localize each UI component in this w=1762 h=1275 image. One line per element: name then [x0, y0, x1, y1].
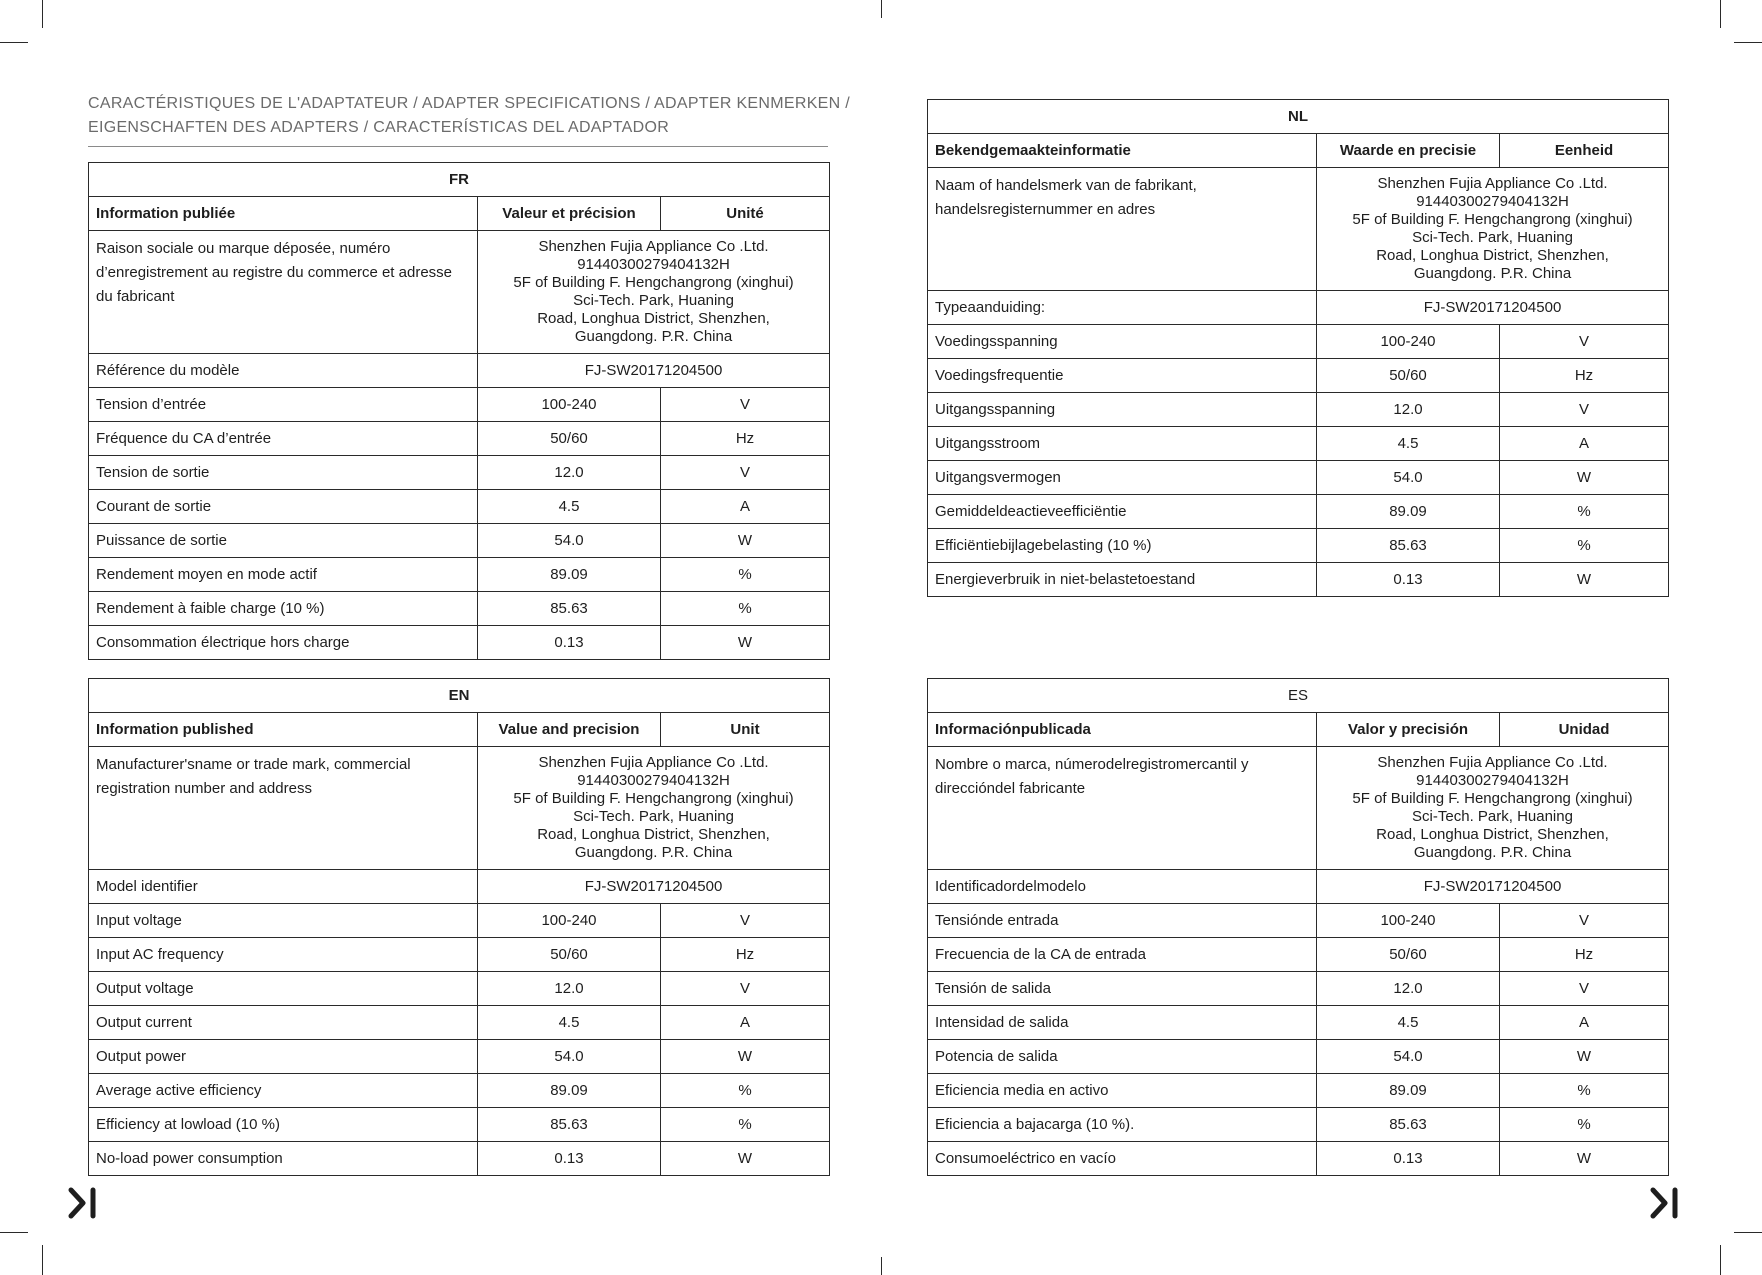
spec-unit: W: [661, 626, 830, 660]
spec-label: Eficiencia a bajacarga (10 %).: [928, 1108, 1317, 1142]
spec-unit: %: [661, 592, 830, 626]
heading-line-1: CARACTÉRISTIQUES DE L'ADAPTATEUR / ADAPTER SPECIFICATIONS / ADAPTER KENMERKEN /: [88, 95, 850, 112]
address-line: 91440300279404132H: [577, 256, 730, 273]
spec-unit: A: [1500, 427, 1669, 461]
address-line: Guangdong. P.R. China: [574, 328, 733, 345]
spec-unit: %: [1500, 1074, 1669, 1108]
spec-value: 0.13: [1317, 1142, 1500, 1176]
spec-unit: %: [661, 1074, 830, 1108]
table-row: [928, 1108, 1669, 1142]
address-line: Guangdong. P.R. China: [1413, 265, 1572, 282]
spec-value: 85.63: [478, 1108, 661, 1142]
table-row: [89, 558, 830, 592]
crop-mark: [0, 1232, 28, 1233]
model-label: Typeaanduiding:: [928, 291, 1317, 325]
manufacturer-label: Naam of handelsmerk van de fabrikant, handelsregisternummer en adres: [928, 168, 1317, 291]
spec-value: 50/60: [1317, 938, 1500, 972]
address-line: Guangdong. P.R. China: [574, 844, 733, 861]
address-line: Road, Longhua District, Shenzhen,: [537, 310, 770, 327]
table-row: [928, 461, 1669, 495]
table-row: [89, 1074, 830, 1108]
address-line: 5F of Building F. Hengchangrong (xinghui): [513, 274, 794, 291]
table-language: EN: [89, 679, 830, 713]
spec-label: Input AC frequency: [89, 938, 478, 972]
spec-label: Fréquence du CA d’entrée: [89, 422, 478, 456]
table-row: [89, 592, 830, 626]
spec-unit: W: [1500, 461, 1669, 495]
spec-table-es: [927, 678, 1669, 1176]
table-row: [89, 904, 830, 938]
spec-value: 85.63: [1317, 529, 1500, 563]
spec-unit: %: [661, 1108, 830, 1142]
spec-value: 100-240: [1317, 904, 1500, 938]
brand-logo-icon: [1650, 1186, 1680, 1220]
table-row: [89, 626, 830, 660]
address-line: Sci-Tech. Park, Huaning: [573, 808, 734, 825]
spec-value: 89.09: [478, 558, 661, 592]
spec-value: 50/60: [478, 422, 661, 456]
address-line: Guangdong. P.R. China: [1413, 844, 1572, 861]
spec-label: Potencia de salida: [928, 1040, 1317, 1074]
spec-unit: %: [1500, 495, 1669, 529]
table-row: [928, 393, 1669, 427]
spec-value: 89.09: [1317, 1074, 1500, 1108]
table-row: [89, 490, 830, 524]
spec-unit: V: [661, 904, 830, 938]
table-row: [928, 359, 1669, 393]
table-row: [928, 904, 1669, 938]
spec-label: Rendement moyen en mode actif: [89, 558, 478, 592]
spec-label: Input voltage: [89, 904, 478, 938]
table-row: [928, 972, 1669, 1006]
spec-unit: V: [661, 456, 830, 490]
spec-table-fr: [88, 162, 830, 660]
column-header-unit: Unidad: [1500, 713, 1669, 747]
column-header-unit: Eenheid: [1500, 134, 1669, 168]
table-row: [928, 563, 1669, 597]
spec-label: Gemiddeldeactieveefficiëntie: [928, 495, 1317, 529]
spec-unit: V: [1500, 325, 1669, 359]
crop-mark: [1734, 1232, 1762, 1233]
spec-unit: W: [1500, 1142, 1669, 1176]
model-label: Identificadordelmodelo: [928, 870, 1317, 904]
spec-unit: %: [1500, 1108, 1669, 1142]
spec-unit: W: [1500, 563, 1669, 597]
spec-value: 85.63: [478, 592, 661, 626]
spec-value: 54.0: [1317, 1040, 1500, 1074]
address-line: Road, Longhua District, Shenzhen,: [1376, 247, 1609, 264]
spec-label: Tensión de salida: [928, 972, 1317, 1006]
table-row: [928, 495, 1669, 529]
column-header-info: Bekendgemaakteinformatie: [928, 134, 1317, 168]
manufacturer-label: Manufacturer'sname or trade mark, commercial registration number and address: [89, 747, 478, 870]
heading-line-2: EIGENSCHAFTEN DES ADAPTERS / CARACTERÍSTICAS DEL ADAPTADOR: [88, 119, 670, 136]
model-value: FJ-SW20171204500: [478, 354, 830, 388]
address-line: Sci-Tech. Park, Huaning: [573, 292, 734, 309]
table-row: [89, 1006, 830, 1040]
table-row: [928, 1006, 1669, 1040]
spec-label: Eficiencia media en activo: [928, 1074, 1317, 1108]
spec-unit: %: [661, 558, 830, 592]
page-heading: [88, 92, 850, 147]
spec-label: Uitgangsstroom: [928, 427, 1317, 461]
table-row: [89, 972, 830, 1006]
spec-label: Energieverbruik in niet-belastetoestand: [928, 563, 1317, 597]
table-row: [89, 938, 830, 972]
address-line: Sci-Tech. Park, Huaning: [1412, 808, 1573, 825]
column-header-info: Information published: [89, 713, 478, 747]
address-line: Shenzhen Fujia Appliance Co .Ltd.: [1377, 754, 1608, 771]
column-header-value: Valor y precisión: [1317, 713, 1500, 747]
spec-label: Tensiónde entrada: [928, 904, 1317, 938]
spec-value: 89.09: [1317, 495, 1500, 529]
table-row: [89, 388, 830, 422]
table-row: [928, 427, 1669, 461]
spec-value: 50/60: [1317, 359, 1500, 393]
crop-mark: [42, 1245, 43, 1275]
brand-logo-icon: [68, 1186, 98, 1220]
spec-label: Frecuencia de la CA de entrada: [928, 938, 1317, 972]
column-header-unit: Unit: [661, 713, 830, 747]
spec-label: Output power: [89, 1040, 478, 1074]
crop-mark: [881, 0, 882, 18]
spec-table-nl: [927, 99, 1669, 597]
manufacturer-address: [478, 747, 830, 870]
spec-label: Output voltage: [89, 972, 478, 1006]
crop-mark: [42, 0, 43, 28]
spec-unit: A: [661, 490, 830, 524]
spec-value: 89.09: [478, 1074, 661, 1108]
manufacturer-address: [478, 231, 830, 354]
spec-unit: Hz: [661, 938, 830, 972]
address-line: Road, Longhua District, Shenzhen,: [1376, 826, 1609, 843]
spec-unit: V: [1500, 972, 1669, 1006]
model-value: FJ-SW20171204500: [478, 870, 830, 904]
spec-value: 54.0: [1317, 461, 1500, 495]
spec-value: 100-240: [478, 388, 661, 422]
spec-label: Output current: [89, 1006, 478, 1040]
spec-value: 50/60: [478, 938, 661, 972]
table-row: [928, 529, 1669, 563]
table-row: [89, 1108, 830, 1142]
manufacturer-address: [1317, 168, 1669, 291]
column-header-info: Information publiée: [89, 197, 478, 231]
spec-value: 12.0: [1317, 393, 1500, 427]
spec-unit: V: [661, 388, 830, 422]
table-language: ES: [928, 679, 1669, 713]
spec-label: Efficiëntiebijlagebelasting (10 %): [928, 529, 1317, 563]
spec-value: 100-240: [478, 904, 661, 938]
spec-value: 12.0: [1317, 972, 1500, 1006]
spec-unit: Hz: [1500, 938, 1669, 972]
table-row: [89, 1142, 830, 1176]
spec-label: Tension d’entrée: [89, 388, 478, 422]
spec-label: Rendement à faible charge (10 %): [89, 592, 478, 626]
spec-value: 0.13: [1317, 563, 1500, 597]
spec-value: 4.5: [1317, 1006, 1500, 1040]
spec-label: Average active efficiency: [89, 1074, 478, 1108]
spec-unit: Hz: [661, 422, 830, 456]
spec-unit: W: [661, 524, 830, 558]
column-header-value: Valeur et précision: [478, 197, 661, 231]
spec-value: 4.5: [478, 490, 661, 524]
model-label: Model identifier: [89, 870, 478, 904]
spec-value: 100-240: [1317, 325, 1500, 359]
column-header-unit: Unité: [661, 197, 830, 231]
address-line: 5F of Building F. Hengchangrong (xinghui): [1352, 211, 1633, 228]
spec-value: 12.0: [478, 456, 661, 490]
table-language: FR: [89, 163, 830, 197]
model-value: FJ-SW20171204500: [1317, 291, 1669, 325]
spec-label: Efficiency at lowload (10 %): [89, 1108, 478, 1142]
address-line: Shenzhen Fujia Appliance Co .Ltd.: [1377, 175, 1608, 192]
address-line: Shenzhen Fujia Appliance Co .Ltd.: [538, 238, 769, 255]
table-row: [89, 422, 830, 456]
table-row: [928, 1040, 1669, 1074]
spec-unit: V: [661, 972, 830, 1006]
spec-value: 12.0: [478, 972, 661, 1006]
spec-value: 0.13: [478, 626, 661, 660]
spec-value: 85.63: [1317, 1108, 1500, 1142]
column-header-info: Informaciónpublicada: [928, 713, 1317, 747]
table-row: [928, 325, 1669, 359]
address-line: Shenzhen Fujia Appliance Co .Ltd.: [538, 754, 769, 771]
address-line: Road, Longhua District, Shenzhen,: [537, 826, 770, 843]
spec-label: Courant de sortie: [89, 490, 478, 524]
spec-label: Puissance de sortie: [89, 524, 478, 558]
table-language: NL: [928, 100, 1669, 134]
spec-label: No-load power consumption: [89, 1142, 478, 1176]
crop-mark: [1734, 42, 1762, 43]
column-header-value: Value and precision: [478, 713, 661, 747]
address-line: 91440300279404132H: [1416, 193, 1569, 210]
address-line: 91440300279404132H: [1416, 772, 1569, 789]
address-line: 91440300279404132H: [577, 772, 730, 789]
spec-unit: V: [1500, 393, 1669, 427]
table-row: [928, 1142, 1669, 1176]
spec-unit: Hz: [1500, 359, 1669, 393]
spec-label: Uitgangsvermogen: [928, 461, 1317, 495]
spec-value: 4.5: [1317, 427, 1500, 461]
model-value: FJ-SW20171204500: [1317, 870, 1669, 904]
spec-table-en: [88, 678, 830, 1176]
spec-value: 0.13: [478, 1142, 661, 1176]
spec-unit: %: [1500, 529, 1669, 563]
table-row: [928, 1074, 1669, 1108]
crop-mark: [1720, 0, 1721, 28]
manufacturer-label: Nombre o marca, númerodelregistromercantil y direccióndel fabricante: [928, 747, 1317, 870]
spec-unit: V: [1500, 904, 1669, 938]
spec-label: Voedingsfrequentie: [928, 359, 1317, 393]
crop-mark: [1720, 1245, 1721, 1275]
address-line: 5F of Building F. Hengchangrong (xinghui): [1352, 790, 1633, 807]
spec-unit: W: [661, 1040, 830, 1074]
address-line: Sci-Tech. Park, Huaning: [1412, 229, 1573, 246]
manufacturer-label: Raison sociale ou marque déposée, numéro d’enregistrement au registre du commerce et adresse du fabricant: [89, 231, 478, 354]
spec-label: Uitgangsspanning: [928, 393, 1317, 427]
table-row: [89, 524, 830, 558]
spec-value: 54.0: [478, 524, 661, 558]
crop-mark: [0, 42, 28, 43]
column-header-value: Waarde en precisie: [1317, 134, 1500, 168]
spec-value: 4.5: [478, 1006, 661, 1040]
model-label: Référence du modèle: [89, 354, 478, 388]
spec-label: Intensidad de salida: [928, 1006, 1317, 1040]
spec-value: 54.0: [478, 1040, 661, 1074]
manufacturer-address: [1317, 747, 1669, 870]
spec-unit: A: [661, 1006, 830, 1040]
table-row: [89, 1040, 830, 1074]
spec-label: Consommation électrique hors charge: [89, 626, 478, 660]
spec-unit: A: [1500, 1006, 1669, 1040]
spec-label: Tension de sortie: [89, 456, 478, 490]
spec-label: Voedingsspanning: [928, 325, 1317, 359]
spec-label: Consumoeléctrico en vacío: [928, 1142, 1317, 1176]
address-line: 5F of Building F. Hengchangrong (xinghui): [513, 790, 794, 807]
spec-unit: W: [1500, 1040, 1669, 1074]
crop-mark: [881, 1257, 882, 1275]
table-row: [89, 456, 830, 490]
table-row: [928, 938, 1669, 972]
spec-unit: W: [661, 1142, 830, 1176]
